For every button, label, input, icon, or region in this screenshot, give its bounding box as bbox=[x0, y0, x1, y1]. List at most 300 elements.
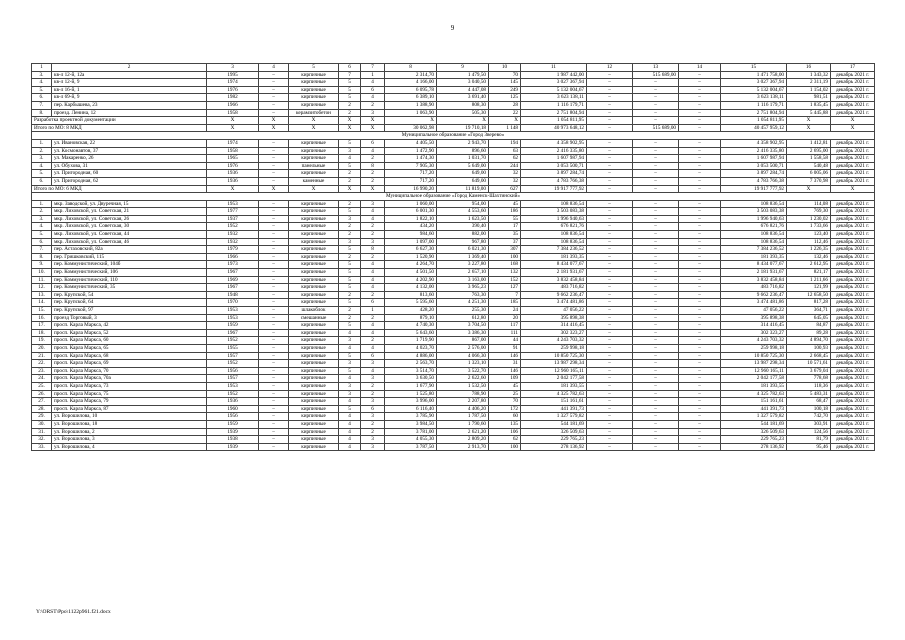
table-cell: 4 bbox=[361, 329, 385, 337]
table-cell: – bbox=[587, 109, 633, 117]
table-cell: – bbox=[633, 398, 679, 406]
table-cell: 3 040,50 bbox=[437, 79, 489, 87]
table-cell: 4 bbox=[339, 413, 361, 421]
table-cell: 1974 bbox=[207, 139, 259, 147]
table-cell: шлакоблок bbox=[289, 307, 339, 315]
table-cell: 2 bbox=[361, 101, 385, 109]
table-cell: 4 325 782,63 bbox=[721, 390, 787, 398]
table-cell: – bbox=[259, 71, 289, 79]
table-cell: – bbox=[679, 147, 721, 155]
table-cell: керамзитобетон bbox=[289, 109, 339, 117]
table-cell: 30. bbox=[32, 420, 52, 428]
table-cell: 3 522,70 bbox=[437, 367, 489, 375]
address-cell: ул. Ворошилова, 4 bbox=[52, 443, 207, 451]
column-number: 11 bbox=[521, 64, 587, 72]
address-cell: просп. Карла Маркса, 52 bbox=[52, 329, 207, 337]
table-cell: декабрь 2021 г. bbox=[831, 155, 875, 163]
table-cell: кирпичные bbox=[289, 238, 339, 246]
table-cell: – bbox=[587, 269, 633, 277]
table-cell: 3 503 083,38 bbox=[721, 208, 787, 216]
table-cell: 3 996,00 bbox=[385, 398, 437, 406]
table-cell: 6 021,30 bbox=[437, 246, 489, 254]
table-cell: 302 323,27 bbox=[521, 329, 587, 337]
table-cell: кирпичные bbox=[289, 344, 339, 352]
table-row bbox=[32, 276, 875, 284]
table-cell: 1 230,02 bbox=[787, 215, 831, 223]
table-cell: декабрь 2021 г. bbox=[831, 413, 875, 421]
table-cell: декабрь 2021 г. bbox=[831, 215, 875, 223]
table-cell: 649,00 bbox=[437, 177, 489, 185]
table-cell: 4 406,20 bbox=[437, 405, 489, 413]
table-cell: 8. bbox=[32, 109, 52, 117]
table-cell: 108 836,54 bbox=[721, 238, 787, 246]
table-row bbox=[32, 139, 875, 147]
table-cell: 1 996 940,63 bbox=[721, 215, 787, 223]
table-cell: смешанные bbox=[289, 314, 339, 322]
summary-cell: X bbox=[207, 117, 259, 125]
summary-cell: X bbox=[289, 185, 339, 193]
table-cell: – bbox=[633, 147, 679, 155]
table-cell: – bbox=[587, 284, 633, 292]
table-cell: 1958 bbox=[207, 109, 259, 117]
table-cell: 10 850 725,30 bbox=[521, 352, 587, 360]
table-cell: 2. bbox=[32, 208, 52, 216]
table-cell: – bbox=[679, 291, 721, 299]
table-cell: – bbox=[587, 344, 633, 352]
table-cell: 1 520,90 bbox=[385, 253, 437, 261]
table-cell: 68,47 bbox=[787, 398, 831, 406]
table-cell: 428,20 bbox=[385, 307, 437, 315]
table-cell: – bbox=[633, 200, 679, 208]
table-cell: 1 343,32 bbox=[787, 71, 831, 79]
table-cell: 3. bbox=[32, 155, 52, 163]
table-cell: 6 001,30 bbox=[385, 208, 437, 216]
table-cell: 106 bbox=[489, 428, 521, 436]
table-cell: 60 bbox=[489, 413, 521, 421]
table-cell: – bbox=[259, 200, 289, 208]
table-cell: – bbox=[587, 155, 633, 163]
table-cell: 2 bbox=[339, 314, 361, 322]
address-cell: просп. Карла Маркса, 87 bbox=[52, 405, 207, 413]
address-cell: пер. Коммунистический, 104б bbox=[52, 261, 207, 269]
table-cell: декабрь 2021 г. bbox=[831, 307, 875, 315]
table-cell: 7 370,98 bbox=[787, 177, 831, 185]
table-cell: 14. bbox=[32, 299, 52, 307]
table-cell: 12 960 165,11 bbox=[521, 367, 587, 375]
table-cell: 3 027 367,94 bbox=[521, 79, 587, 87]
table-cell: 6 627,30 bbox=[385, 246, 437, 254]
table-cell: 882,00 bbox=[437, 231, 489, 239]
table-cell: 1936 bbox=[207, 170, 259, 178]
summary-cell: 11 819,00 bbox=[437, 185, 489, 193]
table-cell: кирпичные bbox=[289, 352, 339, 360]
table-cell: 2 bbox=[339, 170, 361, 178]
table-cell: 1958 bbox=[207, 147, 259, 155]
table-cell: – bbox=[259, 155, 289, 163]
table-cell: 5. bbox=[32, 231, 52, 239]
summary-cell: X bbox=[259, 117, 289, 125]
table-cell: 22 bbox=[489, 109, 521, 117]
table-cell: 6 bbox=[361, 139, 385, 147]
table-cell: – bbox=[587, 436, 633, 444]
table-cell: 2 042 177,58 bbox=[521, 375, 587, 383]
table-cell: 6 005,06 bbox=[787, 170, 831, 178]
table-cell: кирпичные bbox=[289, 253, 339, 261]
table-cell: – bbox=[633, 177, 679, 185]
table-cell: 1938 bbox=[207, 436, 259, 444]
table-cell: 21. bbox=[32, 352, 52, 360]
table-cell: 2 bbox=[339, 177, 361, 185]
address-cell: пер. Коммунистический, 110 bbox=[52, 276, 207, 284]
summary-cell: X bbox=[787, 117, 831, 125]
table-cell: 6. bbox=[32, 238, 52, 246]
table-cell: 2 181 931,67 bbox=[521, 269, 587, 277]
table-cell: 181 393,35 bbox=[521, 253, 587, 261]
table-cell: – bbox=[633, 299, 679, 307]
table-cell: – bbox=[587, 314, 633, 322]
table-cell: 1 677,90 bbox=[385, 382, 437, 390]
table-cell: декабрь 2021 г. bbox=[831, 223, 875, 231]
table-cell: – bbox=[633, 291, 679, 299]
table-cell: – bbox=[587, 147, 633, 155]
table-cell: – bbox=[633, 413, 679, 421]
table-cell: декабрь 2021 г. bbox=[831, 71, 875, 79]
table-cell: 4. bbox=[32, 79, 52, 87]
column-number: 16 bbox=[787, 64, 831, 72]
table-cell: – bbox=[587, 101, 633, 109]
table-cell: 821,17 bbox=[787, 269, 831, 277]
table-cell: 31. bbox=[32, 428, 52, 436]
table-cell: кирпичные bbox=[289, 231, 339, 239]
table-cell: декабрь 2021 г. bbox=[831, 94, 875, 102]
summary-label: Итого по МО: 6 МКД bbox=[32, 185, 207, 193]
table-cell: 1 063,90 bbox=[385, 109, 437, 117]
address-cell: ул. Ворошилова, 18 bbox=[52, 420, 207, 428]
table-cell: 32 bbox=[489, 170, 521, 178]
table-cell: 1937 bbox=[207, 215, 259, 223]
table-cell: – bbox=[259, 223, 289, 231]
table-cell: 111 bbox=[489, 329, 521, 337]
table-cell: – bbox=[633, 352, 679, 360]
table-cell: 108 836,54 bbox=[721, 200, 787, 208]
table-cell: 5 643,60 bbox=[385, 329, 437, 337]
table-cell: 2 bbox=[361, 231, 385, 239]
table-cell: 18. bbox=[32, 329, 52, 337]
table-cell: 22. bbox=[32, 360, 52, 368]
table-cell: – bbox=[587, 413, 633, 421]
table-cell: 1952 bbox=[207, 390, 259, 398]
address-cell: мкр. Лиховской, ул. Советская, 26 bbox=[52, 215, 207, 223]
table-cell: 112,46 bbox=[787, 238, 831, 246]
file-path-footer: Y:\ORST\Ppo\1122p961.f21.docx bbox=[36, 609, 111, 615]
table-cell: 4 405,50 bbox=[385, 139, 437, 147]
table-cell: – bbox=[633, 162, 679, 170]
table-cell: 259 998,18 bbox=[721, 344, 787, 352]
table-cell: – bbox=[259, 162, 289, 170]
summary-row bbox=[32, 117, 875, 125]
table-cell: – bbox=[633, 208, 679, 216]
table-cell: 1 388,90 bbox=[385, 101, 437, 109]
summary-cell: 627 bbox=[489, 185, 521, 193]
table-cell: 2 181 931,67 bbox=[721, 269, 787, 277]
table-cell: 3 bbox=[361, 109, 385, 117]
summary-cell: X bbox=[259, 124, 289, 132]
table-cell: 2 207,80 bbox=[437, 398, 489, 406]
table-cell: – bbox=[633, 215, 679, 223]
table-cell: – bbox=[679, 231, 721, 239]
table-cell: кирпичные bbox=[289, 291, 339, 299]
municipality-section-row bbox=[32, 193, 875, 201]
table-cell: декабрь 2021 г. bbox=[831, 246, 875, 254]
table-cell: 5 bbox=[339, 352, 361, 360]
table-cell: декабрь 2021 г. bbox=[831, 284, 875, 292]
table-cell: декабрь 2021 г. bbox=[831, 200, 875, 208]
table-cell: – bbox=[259, 79, 289, 87]
table-cell: 3 785,90 bbox=[385, 413, 437, 421]
table-cell: – bbox=[259, 337, 289, 345]
table-cell: – bbox=[679, 177, 721, 185]
table-cell: – bbox=[587, 177, 633, 185]
summary-row bbox=[32, 124, 875, 132]
table-cell: 121,99 bbox=[787, 284, 831, 292]
address-cell: пер. Карбышева, 23 bbox=[52, 101, 207, 109]
table-cell: кирпичные bbox=[289, 71, 339, 79]
table-cell: 146 bbox=[489, 367, 521, 375]
address-cell: мкр. Лиховской, ул. Советская, 30 bbox=[52, 223, 207, 231]
table-cell: 2 bbox=[339, 200, 361, 208]
table-cell: кирпичные bbox=[289, 147, 339, 155]
table-cell: кирпичные bbox=[289, 413, 339, 421]
table-cell: декабрь 2021 г. bbox=[831, 375, 875, 383]
table-cell: 645,05 bbox=[787, 314, 831, 322]
table-cell: 278 136,92 bbox=[521, 443, 587, 451]
table-cell: 5 bbox=[339, 276, 361, 284]
table-cell: кирпичные bbox=[289, 375, 339, 383]
table-cell: 3 832 458,84 bbox=[521, 276, 587, 284]
table-cell: 89,28 bbox=[787, 329, 831, 337]
table-cell: 5 bbox=[339, 284, 361, 292]
table-cell: 3 679,04 bbox=[787, 367, 831, 375]
table-cell: 817,28 bbox=[787, 299, 831, 307]
table-cell: 3 bbox=[361, 375, 385, 383]
table-cell: 1 471 758,00 bbox=[721, 71, 787, 79]
table-cell: 1974 bbox=[207, 79, 259, 87]
table-cell: 4 bbox=[361, 94, 385, 102]
table-cell: 7. bbox=[32, 246, 52, 254]
summary-cell: 1 054 811,95 bbox=[521, 117, 587, 125]
table-cell: 5 bbox=[339, 79, 361, 87]
table-cell: – bbox=[679, 405, 721, 413]
table-cell: 4 358 902,95 bbox=[721, 139, 787, 147]
table-cell: – bbox=[633, 231, 679, 239]
table-cell: 1969 bbox=[207, 276, 259, 284]
column-number: 6 bbox=[339, 64, 361, 72]
table-cell: 7 384 236,52 bbox=[721, 246, 787, 254]
table-row bbox=[32, 238, 875, 246]
table-cell: 4 251,30 bbox=[437, 299, 489, 307]
table-cell: – bbox=[259, 420, 289, 428]
table-cell: 2 bbox=[339, 109, 361, 117]
table-cell: 47 056,22 bbox=[521, 307, 587, 315]
table-cell: – bbox=[679, 322, 721, 330]
table-cell: 151 161,61 bbox=[721, 398, 787, 406]
table-cell: 4 bbox=[361, 367, 385, 375]
summary-cell: – bbox=[633, 117, 679, 125]
table-cell: – bbox=[679, 360, 721, 368]
table-cell: 7 905,30 bbox=[385, 162, 437, 170]
table-cell: декабрь 2021 г. bbox=[831, 101, 875, 109]
address-cell: ул. Ворошилова, 10 bbox=[52, 413, 207, 421]
table-cell: – bbox=[587, 398, 633, 406]
table-row bbox=[32, 253, 875, 261]
table-cell: 5 595,60 bbox=[385, 299, 437, 307]
table-cell: – bbox=[259, 382, 289, 390]
table-cell: 4 132,00 bbox=[385, 284, 437, 292]
table-row bbox=[32, 208, 875, 216]
table-cell: 19. bbox=[32, 337, 52, 345]
table-row bbox=[32, 375, 875, 383]
table-cell: 4 447,08 bbox=[437, 86, 489, 94]
table-cell: 5 bbox=[339, 86, 361, 94]
table-cell: декабрь 2021 г. bbox=[831, 291, 875, 299]
table-cell: 307 bbox=[489, 246, 521, 254]
table-cell: 1959 bbox=[207, 322, 259, 330]
summary-cell: 1 054 811,95 bbox=[721, 117, 787, 125]
table-cell: 1953 bbox=[207, 314, 259, 322]
table-cell: 6 bbox=[361, 86, 385, 94]
table-cell: 1 996 940,63 bbox=[521, 215, 587, 223]
table-cell: кирпичные bbox=[289, 398, 339, 406]
table-cell: 9 662 236,47 bbox=[521, 291, 587, 299]
address-cell: проезд Торговый, 3 bbox=[52, 314, 207, 322]
table-cell: декабрь 2021 г. bbox=[831, 147, 875, 155]
table-cell: 1995 bbox=[207, 71, 259, 79]
table-cell: – bbox=[259, 390, 289, 398]
table-cell: кирпичные bbox=[289, 436, 339, 444]
summary-cell: – bbox=[587, 117, 633, 125]
table-cell: 135 bbox=[489, 420, 521, 428]
table-cell: 3 bbox=[361, 436, 385, 444]
table-cell: 4 bbox=[361, 215, 385, 223]
address-cell: ул. Ворошилова, 2 bbox=[52, 428, 207, 436]
address-cell: просп. Карла Маркса, 69 bbox=[52, 360, 207, 368]
table-cell: 1965 bbox=[207, 155, 259, 163]
summary-cell: X bbox=[339, 185, 361, 193]
table-cell: 788,90 bbox=[437, 390, 489, 398]
table-cell: – bbox=[633, 155, 679, 163]
table-cell: 3 781,00 bbox=[385, 428, 437, 436]
table-cell: – bbox=[679, 139, 721, 147]
table-cell: 1 327 579,82 bbox=[721, 413, 787, 421]
table-cell: 1 525,80 bbox=[385, 390, 437, 398]
table-cell: – bbox=[633, 329, 679, 337]
table-cell: 4 bbox=[361, 79, 385, 87]
address-cell: пер. Крупской, 97 bbox=[52, 307, 207, 315]
table-row bbox=[32, 443, 875, 451]
table-cell: 1 154,02 bbox=[787, 86, 831, 94]
summary-cell: X bbox=[339, 117, 361, 125]
table-cell: – bbox=[259, 436, 289, 444]
summary-cell: X bbox=[361, 124, 385, 132]
table-cell: декабрь 2021 г. bbox=[831, 337, 875, 345]
table-cell: 3 386,30 bbox=[437, 329, 489, 337]
table-cell: – bbox=[633, 139, 679, 147]
table-cell: 45 bbox=[489, 200, 521, 208]
table-cell: 1 bbox=[361, 71, 385, 79]
table-cell: 194 bbox=[489, 139, 521, 147]
table-cell: 1970 bbox=[207, 299, 259, 307]
table-cell: 10 571,61 bbox=[787, 360, 831, 368]
table-cell: 26. bbox=[32, 390, 52, 398]
table-cell: 15. bbox=[32, 307, 52, 315]
table-cell: 2 943,70 bbox=[437, 139, 489, 147]
table-cell: – bbox=[259, 276, 289, 284]
address-cell: пер. Коммунистический, 35 bbox=[52, 284, 207, 292]
summary-cell: X bbox=[361, 117, 385, 125]
table-cell: 441 391,73 bbox=[521, 405, 587, 413]
table-cell: – bbox=[679, 223, 721, 231]
table-cell: 2 622,60 bbox=[437, 375, 489, 383]
table-cell: 8 bbox=[361, 246, 385, 254]
table-cell: 3 bbox=[339, 238, 361, 246]
table-cell: кирпичные bbox=[289, 79, 339, 87]
summary-cell: X bbox=[259, 185, 289, 193]
table-cell: 2 bbox=[361, 382, 385, 390]
table-cell: 1967 bbox=[207, 284, 259, 292]
table-cell: 5 bbox=[339, 208, 361, 216]
address-cell: пер. Коммунистический, 106 bbox=[52, 269, 207, 277]
table-cell: декабрь 2021 г. bbox=[831, 322, 875, 330]
table-cell: 1 369,40 bbox=[437, 253, 489, 261]
table-row bbox=[32, 71, 875, 79]
table-cell: кирпичные bbox=[289, 284, 339, 292]
table-cell: 3 bbox=[361, 200, 385, 208]
table-cell: – bbox=[259, 352, 289, 360]
address-cell: ул. Ивановская, 22 bbox=[52, 139, 207, 147]
table-cell: 229 765,23 bbox=[521, 436, 587, 444]
table-cell: – bbox=[259, 269, 289, 277]
table-cell: 4 bbox=[361, 284, 385, 292]
table-cell: – bbox=[587, 299, 633, 307]
table-cell: 3 623 138,11 bbox=[521, 94, 587, 102]
table-cell: – bbox=[633, 253, 679, 261]
table-cell: 28. bbox=[32, 405, 52, 413]
table-cell: 181 393,55 bbox=[521, 382, 587, 390]
table-cell: 5. bbox=[32, 170, 52, 178]
table-cell: 16. bbox=[32, 314, 52, 322]
table-cell: – bbox=[259, 405, 289, 413]
table-cell: 2 bbox=[361, 223, 385, 231]
table-cell: 114,08 bbox=[787, 200, 831, 208]
table-cell: 483 716,82 bbox=[521, 284, 587, 292]
table-cell: 3. bbox=[32, 71, 52, 79]
table-row bbox=[32, 269, 875, 277]
table-cell: – bbox=[259, 231, 289, 239]
table-cell: 91 bbox=[489, 344, 521, 352]
table-cell: 255,30 bbox=[437, 307, 489, 315]
table-cell: 168 bbox=[489, 261, 521, 269]
address-cell: просп. Карла Маркса, 75 bbox=[52, 390, 207, 398]
table-cell: 742,70 bbox=[787, 413, 831, 421]
table-cell: 2 bbox=[361, 253, 385, 261]
table-cell: 1 787,50 bbox=[437, 413, 489, 421]
table-cell: – bbox=[633, 322, 679, 330]
table-row bbox=[32, 398, 875, 406]
summary-cell: X bbox=[289, 124, 339, 132]
table-cell: 11. bbox=[32, 276, 52, 284]
table-cell: 1976 bbox=[207, 86, 259, 94]
table-cell: – bbox=[587, 322, 633, 330]
